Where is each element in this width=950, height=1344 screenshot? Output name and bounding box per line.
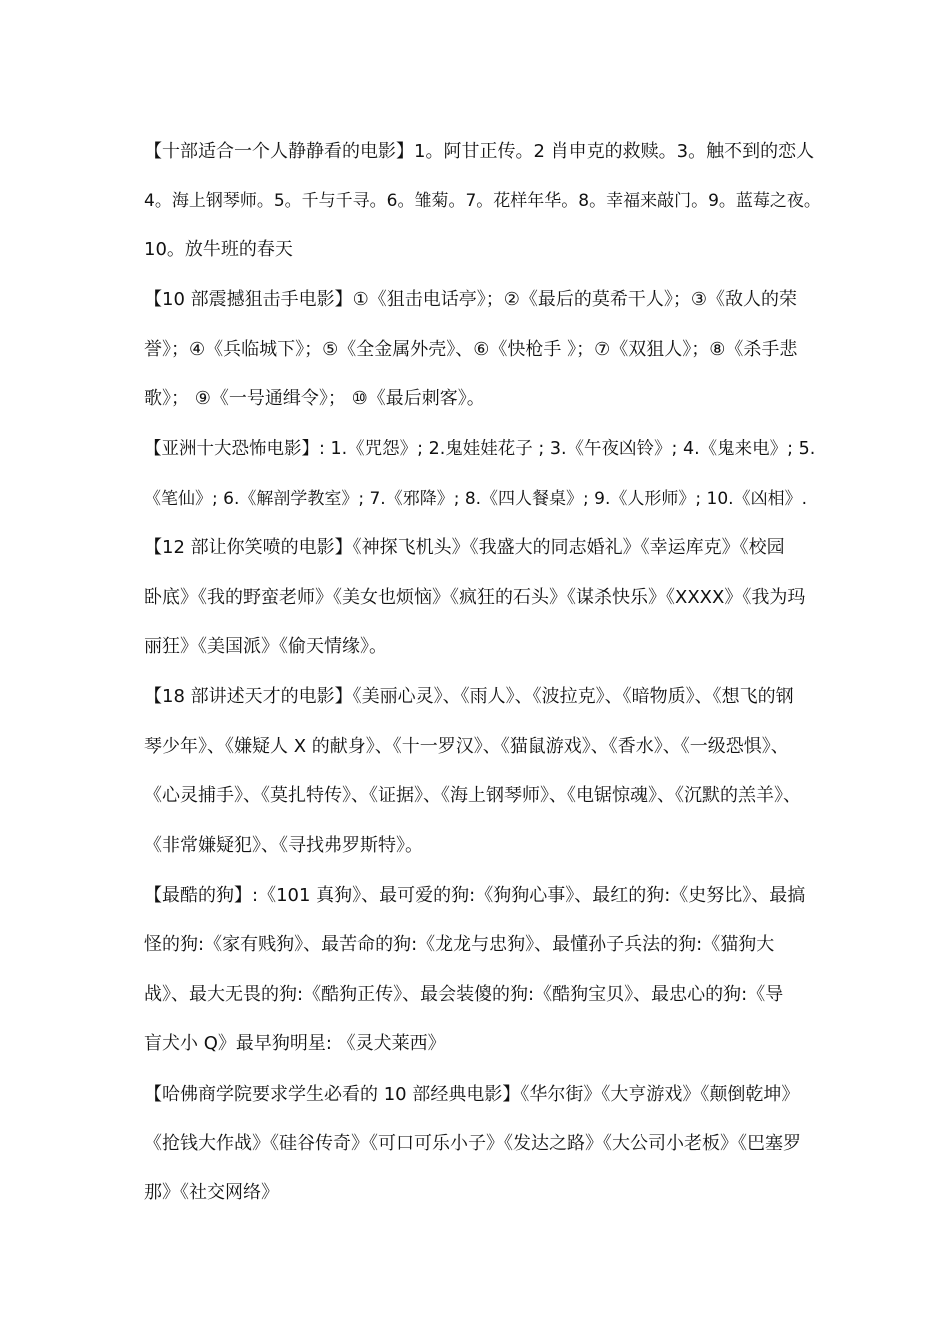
text-line: 【哈佛商学院要求学生必看的 10 部经典电影】《华尔街》《大亨游戏》《颠倒乾坤》 — [144, 1084, 800, 1105]
text-line: 【亚洲十大恐怖电影】: 1.《咒怨》; 2.鬼娃娃花子 ; 3.《午夜凶铃》; 4.《鬼来电》; 5. — [144, 439, 816, 459]
text-line: 【18 部讲述天才的电影】《美丽心灵》、《雨人》、《波拉克》、《暗物质》、《想飞的钢 — [144, 686, 794, 707]
text-line: 【10 部震撼狙击手电影】①《狙击电话亭》；②《最后的莫希干人》；③《敌人的荣 — [144, 289, 798, 310]
text-line: 怪的狗:《家有贱狗》、最苦命的狗:《龙龙与忠狗》、最懂孙子兵法的狗:《猫狗大 — [144, 934, 775, 955]
text-line: 丽狂》《美国派》《偷天情缘》。 — [144, 636, 387, 657]
text-line: 卧底》《我的野蛮老师》《美女也烦恼》《疯狂的石头》《谋杀快乐》《XXXX》《我为玛 — [144, 587, 806, 608]
text-line: 4。海上钢琴师。5。千与千寻。6。雏菊。7。花样年华。8。幸福来敲门。9。蓝莓之夜。 — [144, 191, 821, 211]
text-line: 《抢钱大作战》《硅谷传奇》《可口可乐小子》《发达之路》《大公司小老板》《巴塞罗 — [144, 1133, 801, 1154]
text-line: 【12 部让你笑喷的电影】《神探飞机头》《我盛大的同志婚礼》《幸运库克》《校园 — [144, 537, 785, 558]
text-line: 战》、最大无畏的狗:《酷狗正传》、最会装傻的狗:《酷狗宝贝》、最忠心的狗:《导 — [144, 984, 784, 1005]
text-line: 【十部适合一个人静静看的电影】1。阿甘正传。2 肖申克的救赎。3。触不到的恋人 — [144, 141, 815, 162]
text-line: 《非常嫌疑犯》、《寻找弗罗斯特》。 — [144, 835, 423, 856]
text-line: 歌》； ⑨《一号通缉令》； ⑩《最后刺客》。 — [144, 388, 485, 409]
text-line: 盲犬小 Q》最早狗明星: 《灵犬莱西》 — [144, 1033, 446, 1054]
text-line: 10。放牛班的春天 — [144, 239, 293, 260]
text-line: 那》《社交网络》 — [144, 1182, 279, 1203]
text-line: 【最酷的狗】:《101 真狗》、最可爱的狗:《狗狗心事》、最红的狗:《史努比》、最搞 — [144, 885, 806, 906]
text-line: 琴少年》、《嫌疑人 X 的献身》、《十一罗汉》、《猫鼠游戏》、《香水》、《一级恐惧》、 — [144, 736, 789, 757]
text-line: 《心灵捕手》、《莫扎特传》、《证据》、《海上钢琴师》、《电锯惊魂》、《沉默的羔羊》、 — [144, 785, 801, 806]
text-line: 誉》；④《兵临城下》；⑤《全金属外壳》、⑥《快枪手 》；⑦《双狙人》；⑧《杀手悲 — [144, 339, 798, 360]
text-line: 《笔仙》; 6.《解剖学教室》; 7.《邪降》; 8.《四人餐桌》; 9.《人形师》; 10.《凶相》. — [144, 489, 807, 509]
